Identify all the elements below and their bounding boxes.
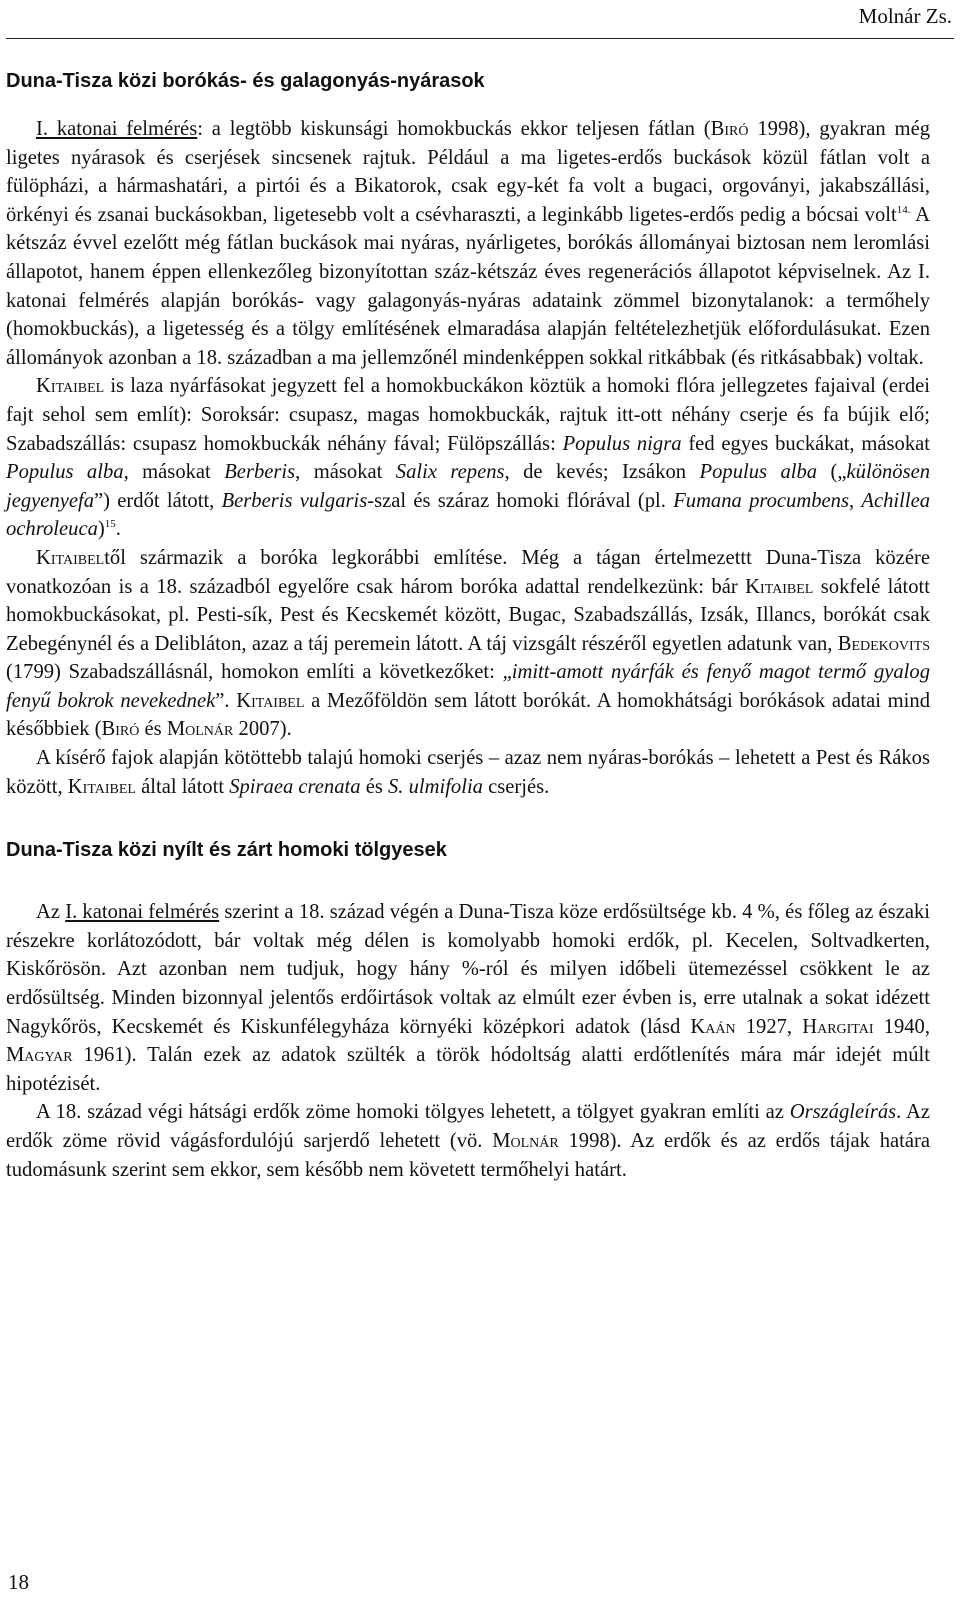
paragraph-6: A 18. század végi hátsági erdők zöme homoki tölgyes lehetett, a tölgyet gyakran említi az Országleírás. Az erdők zöme rövid vágásfordulójú sarjerdő lehetett (vö. Molnár 1998). Az erdők és az erdős tájak határa tudomásunk szerint sem ekkor, sem később nem követett termőhelyi határt. [6, 1101, 930, 1181]
taxon-fumana-procumbens: Fumana procumbens [673, 489, 849, 512]
author-ref-kitaibel: Kitaibel [36, 546, 105, 569]
link-katonai-felmeres[interactable]: I. katonai felmérés [65, 901, 220, 924]
paragraph-4: A kísérő fajok alapján kötöttebb talajú homoki cserjés – azaz nem nyáras-borókás – lehetett a Pest és Rákos között, Kitaibel által látott Spiraea crenata és S. ulmifolia cserjés. [6, 747, 930, 798]
author-ref-kitaibel: Kitaibel [236, 689, 305, 712]
author-ref-bedekovits: Bedekovits [837, 632, 930, 655]
author-ref-magyar: Magyar [6, 1044, 73, 1067]
taxon-achillea-ochroleuca: Achillea ochroleuca [6, 489, 931, 541]
paragraph-1: I. katonai felmérés: a legtöbb kiskunsági homokbuckás ekkor teljesen fátlan (Biró 1998), gyakran még ligetes nyárasok és cserjések sincsenek rajtuk. Például a ma ligetes-erdős buckások közül fátlan volt a fülöpházi, a hármashatári, a pirtói és a Bikatorok, csak egy-két fa volt a bugaci, orgoványi, jakabszállási, örkényi és zsanai buckásokban, ligetesebb volt a csévharaszti, a leginkább ligetes-erdős pedig a bócsai volt$^{14.}$ A kétszáz évvel ezelőtt még fátlan buckások mai nyáras, nyárligetes, borókás állományai biztosan nem leromlási állapotot, hanem éppen ellenkezőleg bizonyítottan száz-kétszáz éves regenerációs állapotot képviselnek. Az I. katonai felmérés alapján borókás- vagy galagonyás-nyáras adataink zömmel bizonytalanok: a termőhely (homokbuckás), a ligetesség és a tölgy említésének elmaradása alapján feltételezhetjük előfordulásukat. Ezen állományok azonban a 18. században a ma jellemzőnél mindenképpen sokkal ritkábbak (és ritkásabbak) voltak. [6, 118, 931, 369]
article-body [6, 70, 930, 1184]
taxon-populus-alba: Populus alba [6, 461, 124, 484]
footnote-marker-14: 14. [896, 203, 911, 216]
quote-bedekovits: imitt-amott nyárfák és fenyő magot termő gyalog fenyű bokrok nevekednek [6, 661, 930, 712]
author-ref-molnar: Molnár [492, 1130, 559, 1152]
section-heading-tolgyesek: Duna-Tisza közi nyílt és zárt homoki tölgyesek [6, 839, 447, 862]
author-ref-hargitai: Hargitai [802, 1015, 874, 1038]
taxon-berberis: Berberis [224, 461, 296, 484]
paragraph-2: Kitaibel is laza nyárfásokat jegyzett fel a homokbuckákon köztük a homoki flóra jellegzetes fajaival (erdei fajt sehol sem említ): Soroksár: csupasz, magas homokbuckák, rajtuk itt-ott néhány cserje és fa bújik elő; Szabadszállás: csupasz homokbuckák néhány fával; Fülöpszállás: Populus nigra fed egyes buckákat, másokat Populus alba, másokat Berberis, másokat Salix repens, de kevés; Izsákon Populus alba („különösen jegyenyefa”) erdőt látott, Berberis vulgaris-szal és száraz homoki flórával (pl. Fumana procumbens, Achillea ochroleuca)$^{15}$. [6, 375, 931, 541]
running-header-author: Molnár Zs. [858, 4, 952, 28]
taxon-populus-nigra: Populus nigra [562, 432, 682, 455]
taxon-berberis-vulgaris: Berberis vulgaris [221, 489, 368, 512]
author-ref-molnar: Molnár [166, 718, 234, 741]
author-ref-kitaibel: Kitaibel [67, 775, 136, 798]
author-ref-kitaibel: Kitaibel [745, 575, 814, 598]
taxon-salix-repens: Salix repens [395, 461, 505, 484]
running-header [6, 0, 954, 39]
title-orszagleiras: Országleírás [789, 1101, 897, 1124]
link-katonai-felmeres[interactable]: I. katonai felmérés [36, 118, 198, 140]
footnote-marker-15: 15 [104, 518, 116, 531]
taxon-spiraea-crenata: Spiraea crenata [229, 775, 361, 798]
author-ref-biro: Biró [710, 118, 749, 140]
author-ref-biro: Biró [101, 718, 140, 741]
paragraph-3: Kitaibeltől származik a boróka legkorábbi említése. Még a tágan értelmezettt Duna-Tisza közére vonatkozóan is a 18. századból egyelőre csak három boróka adattal rendelkezünk: bár Kitaibel sokfelé látott homokbuckásokat, pl. Pesti-sík, Pest és Kecskemét között, Bugac, Szabadszállás, Izsák, Illancs, borókát csak Zebegénynél és a Delibláton, azaz a táj peremein látott. A táj vizsgált részéről egyetlen adatunk van, Bedekovits (1799) Szabadszállásnál, homokon említi a következőket: „imitt-amott nyárfák és fenyő magot termő gyalog fenyű bokrok nevekednek”. Kitaibel a Mezőföldön sem látott borókát. A homokhátsági borókások adatai mind későbbiek (Biró és Molnár 2007). [6, 546, 930, 741]
taxon-s-ulmifolia: S. ulmifolia [388, 775, 483, 798]
page-number: 18 [8, 1570, 29, 1594]
section-heading-borokas: Duna-Tisza közi borókás- és galagonyás-nyárasok [6, 70, 485, 92]
taxon-populus-alba-izsak: Populus alba [699, 461, 818, 484]
author-ref-kaan: Kaán [690, 1015, 736, 1038]
author-ref-kitaibel: Kitaibel [36, 375, 105, 398]
quote-kulonosen-jegenyefa: különösen jegyenyefa [6, 461, 931, 512]
paragraph-5: Az I. katonai felmérés szerint a 18. század végén a Duna-Tisza köze erdősültsége kb. 4 %, és főleg az északi részekre korlátozódott, bár voltak még délen is komolyabb homoki erdők, pl. Kecelen, Soltvadkerten, Kiskőrösön. Azt azonban nem tudjuk, hogy hány %-ról és milyen időbeli ütemezéssel csökkent le az erdősültség. Minden bizonnyal jelentős erdőirtások voltak az elmúlt ezer évben is, erre utalnak a sokat idézett Nagykőrös, Kecskemét és Kiskunfélegyháza környéki középkori adatok (lásd Kaán 1927, Hargitai 1940, Magyar 1961). Talán ezek az adatok szülték a török hódoltság alatti erdőtlenítés mára már idejét múlt hipotézisét. [6, 901, 930, 1095]
